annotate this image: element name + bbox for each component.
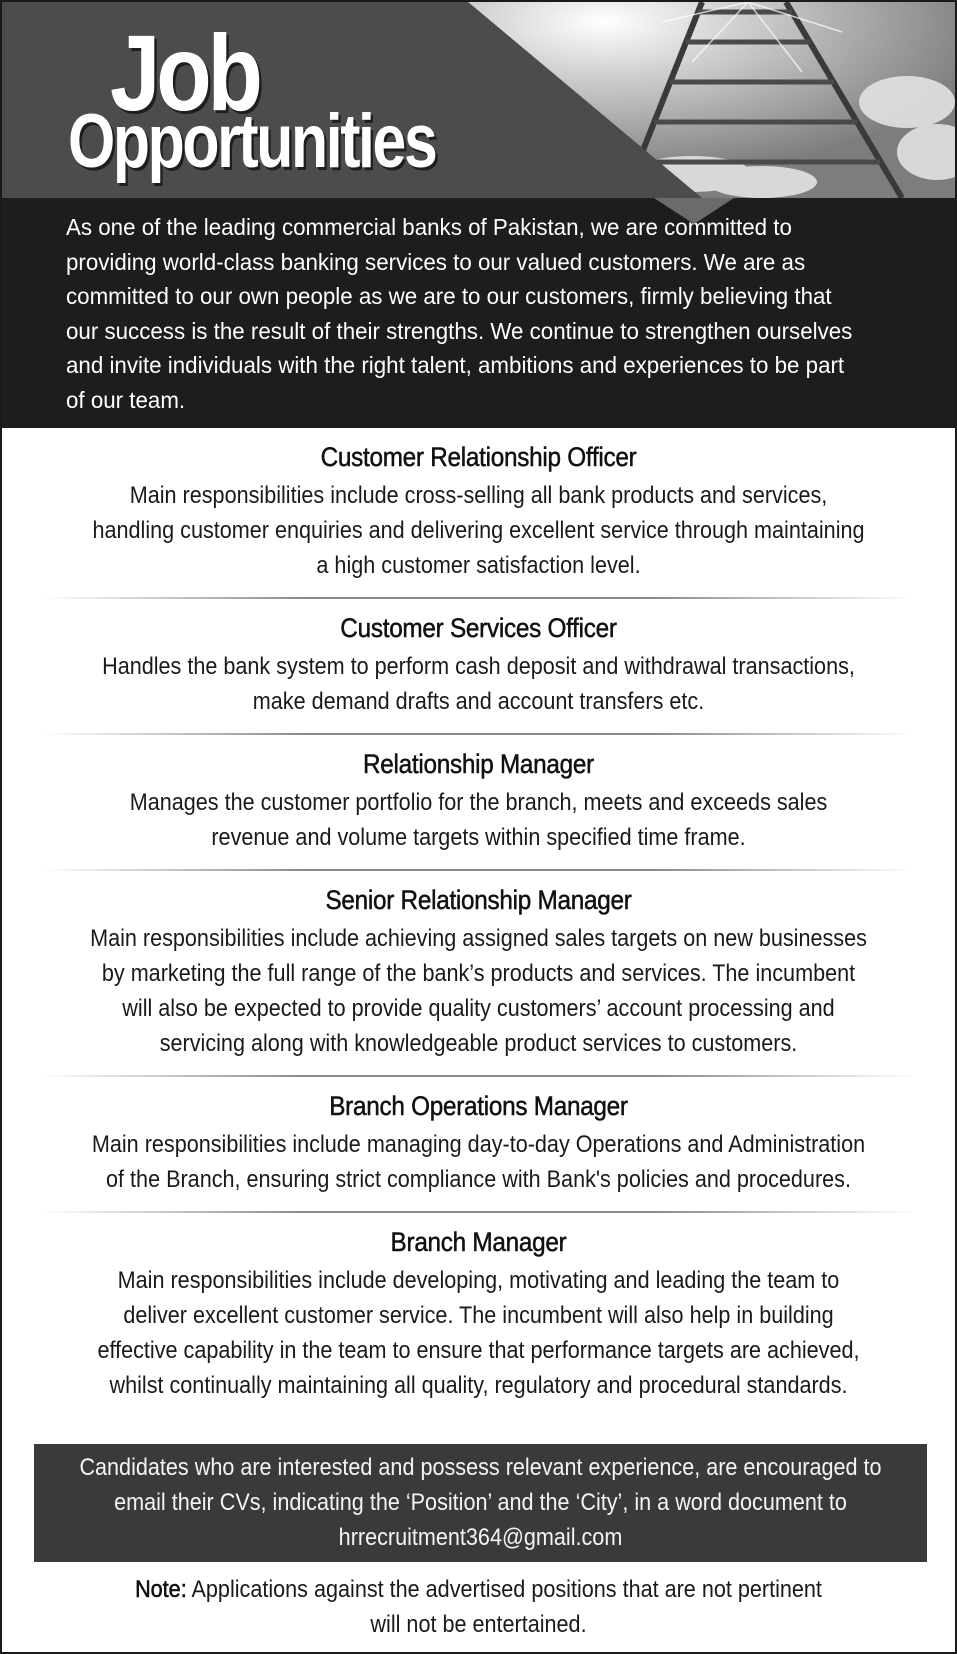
job-customer-services-officer: [42, 609, 915, 719]
header-notch: [654, 198, 734, 224]
job-list: [42, 438, 915, 1403]
contact-email[interactable]: hrrecruitment364@gmail.com: [338, 1524, 623, 1551]
job-senior-relationship-manager: [42, 881, 915, 1061]
title-opportunities: Opportunities: [68, 99, 436, 184]
apply-line-2: email their CVs, indicating the ‘Position’ and the ‘City’, in a word document to: [114, 1489, 847, 1516]
job-title: Relationship Manager: [362, 749, 594, 779]
job-description: Main responsibilities include cross-selling all bank products and services, handling customer enquiries and delivering excellent service through maintaining a high customer satisfaction level.: [92, 482, 865, 579]
job-branch-operations-manager: [42, 1087, 915, 1197]
note: [42, 1572, 915, 1642]
application-instructions: [34, 1444, 927, 1562]
title-job: Job: [110, 12, 259, 133]
job-description: Manages the customer portfolio for the branch, meets and exceeds sales revenue and volume targets within specified time frame.: [129, 789, 828, 851]
job-title: Customer Relationship Officer: [320, 442, 637, 472]
note-line-2: will not be entertained.: [370, 1611, 587, 1638]
note-label: Note:: [135, 1576, 187, 1603]
intro-text: As one of the leading commercial banks of Pakistan, we are committed to providing world-class banking services to our valued customers. We are as committed to our own people as we are to our customers, firmly believing that our success is the result of their strengths. We continue to strengthen ourselves and invite individuals with the right talent, ambitions and experiences to be part of our team.: [66, 214, 853, 413]
apply-line-1: Candidates who are interested and possess relevant experience, are encouraged to: [79, 1454, 882, 1481]
divider: [42, 597, 915, 599]
job-title: Customer Services Officer: [340, 613, 617, 643]
divider: [42, 869, 915, 871]
divider: [42, 1211, 915, 1213]
job-title: Branch Operations Manager: [329, 1091, 628, 1121]
note-text: Applications against the advertised positions that are not pertinent: [186, 1576, 822, 1603]
job-description: Handles the bank system to perform cash deposit and withdrawal transactions, make demand drafts and account transfers etc.: [102, 653, 855, 715]
intro-panel: [2, 198, 955, 428]
job-branch-manager: [42, 1223, 915, 1403]
job-description: Main responsibilities include achieving assigned sales targets on new businesses by marketing the full range of the bank’s products and services. The incumbent will also be expected to provide quality customers’ account processing and servicing along with knowledgeable product services to customers.: [90, 925, 867, 1057]
header-banner: [2, 2, 955, 198]
note-line-1: [86, 1572, 872, 1607]
job-customer-relationship-officer: [42, 438, 915, 583]
job-relationship-manager: [42, 745, 915, 855]
job-title: Branch Manager: [390, 1227, 567, 1257]
divider: [42, 1075, 915, 1077]
job-title: Senior Relationship Manager: [325, 885, 632, 915]
divider: [42, 733, 915, 735]
job-description: Main responsibilities include developing, motivating and leading the team to deliver excellent customer service. The incumbent will also help in building effective capability in the team to ensure that performance targets are achieved, whilst continually maintaining all quality, regulatory and procedural standards.: [97, 1267, 860, 1399]
job-description: Main responsibilities include managing day-to-day Operations and Administration of the Branch, ensuring strict compliance with Bank's policies and procedures.: [91, 1131, 866, 1193]
